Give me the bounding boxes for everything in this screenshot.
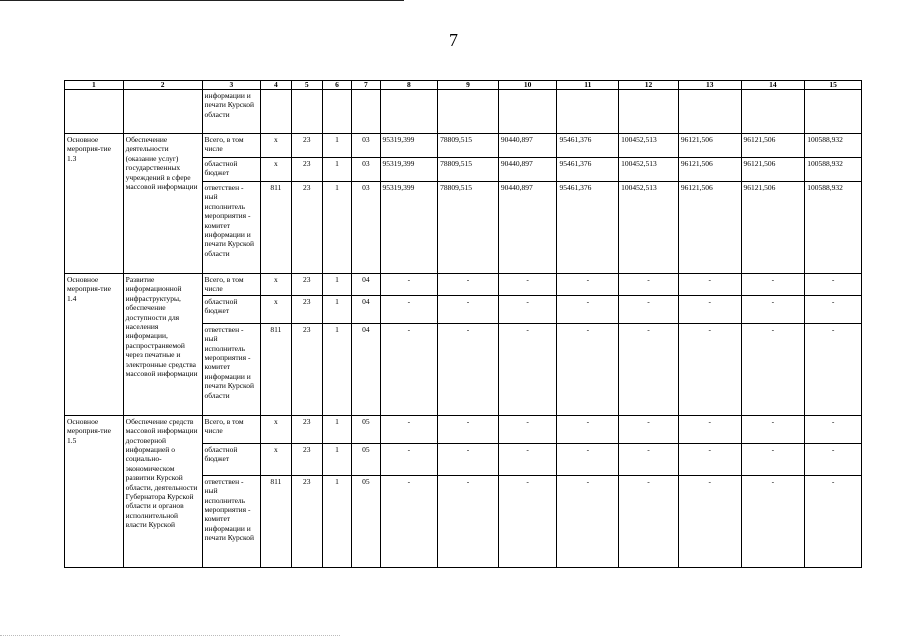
funding-source: Всего, в том числе [202,274,261,296]
event-label: Основное мероприя-тие 1.3 [65,134,124,274]
responsible-continuation: информации и печати Курской области [202,90,261,134]
amount-cell: - [557,415,619,443]
code-grbs: х [261,274,291,296]
amount-cell: - [741,443,805,475]
budget-table [64,80,862,568]
continuation-row [65,90,862,134]
amount-cell: 96121,506 [741,182,805,274]
funding-source: ответствен - ный исполнитель мероприятия - комитет информации и печати Курской области [202,323,261,415]
funding-source: областной бюджет [202,158,261,182]
code-subprogram: 1 [322,415,351,443]
funding-source: ответствен - ный исполнитель мероприятия - комитет информации и печати Курской области [202,182,261,274]
amount-cell: - [619,323,679,415]
column-header-13: 13 [678,81,741,90]
amount-cell: - [805,415,862,443]
amount-cell: 95461,376 [557,134,619,158]
code-subprogram: 1 [322,475,351,567]
amount-cell: - [805,475,862,567]
amount-cell: 100588,932 [805,158,862,182]
amount-cell: 96121,506 [678,158,741,182]
code-subprogram: 1 [322,182,351,274]
amount-cell: 96121,506 [741,158,805,182]
empty-cell [741,90,805,134]
amount-cell: - [557,295,619,323]
amount-cell: - [678,443,741,475]
code-subprogram: 1 [322,443,351,475]
amount-cell: - [619,443,679,475]
funding-source: областной бюджет [202,443,261,475]
amount-cell: - [438,323,499,415]
empty-cell [619,90,679,134]
amount-cell: - [557,475,619,567]
scan-artifact [0,635,340,636]
code-event: 04 [352,295,380,323]
code-event: 03 [352,134,380,158]
column-header-4: 4 [261,81,291,90]
empty-cell [352,90,380,134]
amount-cell: 100588,932 [805,182,862,274]
code-event: 05 [352,415,380,443]
code-grbs: 811 [261,323,291,415]
empty-cell [438,90,499,134]
amount-cell: - [805,274,862,296]
amount-cell: 96121,506 [678,182,741,274]
column-header-2: 2 [123,81,202,90]
empty-cell [291,90,322,134]
column-header-7: 7 [352,81,380,90]
amount-cell: 95319,399 [380,158,438,182]
amount-cell: - [498,415,557,443]
code-program: 23 [291,323,322,415]
empty-cell [678,90,741,134]
code-event: 03 [352,182,380,274]
amount-cell: 78809,515 [438,158,499,182]
amount-cell: - [380,443,438,475]
column-header-5: 5 [291,81,322,90]
amount-cell: - [741,274,805,296]
amount-cell: - [438,475,499,567]
empty-cell [261,90,291,134]
amount-cell: 90440,897 [498,182,557,274]
event-label: Основное мероприя-тие 1.5 [65,415,124,567]
amount-cell: - [619,295,679,323]
header-row [65,81,862,90]
amount-cell: - [438,274,499,296]
column-header-1: 1 [65,81,124,90]
amount-cell: - [678,274,741,296]
empty-cell [557,90,619,134]
table-row [65,415,862,443]
code-program: 23 [291,295,322,323]
empty-cell [322,90,351,134]
amount-cell: - [678,295,741,323]
amount-cell: - [678,415,741,443]
code-grbs: х [261,443,291,475]
column-header-11: 11 [557,81,619,90]
column-header-8: 8 [380,81,438,90]
code-grbs: х [261,158,291,182]
amount-cell: 96121,506 [678,134,741,158]
column-header-3: 3 [202,81,261,90]
amount-cell: - [557,274,619,296]
amount-cell: - [805,295,862,323]
amount-cell: - [805,443,862,475]
amount-cell: 78809,515 [438,134,499,158]
event-description: Развитие информационной инфраструктуры, обеспечение доступности для населения информации, распространяемой через печатные и электронные средства массовой информации [123,274,202,416]
amount-cell: - [619,415,679,443]
amount-cell: 100452,513 [619,182,679,274]
amount-cell: 100452,513 [619,134,679,158]
empty-cell [498,90,557,134]
code-grbs: 811 [261,475,291,567]
code-event: 05 [352,443,380,475]
amount-cell: - [380,274,438,296]
amount-cell: 95461,376 [557,182,619,274]
code-grbs: х [261,295,291,323]
amount-cell: - [741,475,805,567]
column-header-10: 10 [498,81,557,90]
amount-cell: - [619,274,679,296]
funding-source: областной бюджет [202,295,261,323]
code-grbs: 811 [261,182,291,274]
amount-cell: - [498,323,557,415]
amount-cell: 95319,399 [380,182,438,274]
column-header-12: 12 [619,81,679,90]
amount-cell: - [678,475,741,567]
empty-cell [805,90,862,134]
funding-source: Всего, в том числе [202,134,261,158]
amount-cell: - [380,323,438,415]
code-grbs: х [261,415,291,443]
amount-cell: 95461,376 [557,158,619,182]
amount-cell: - [557,443,619,475]
table-row [65,134,862,158]
code-subprogram: 1 [322,274,351,296]
amount-cell: - [380,415,438,443]
amount-cell: - [438,415,499,443]
code-event: 05 [352,475,380,567]
amount-cell: - [741,415,805,443]
amount-cell: 100452,513 [619,158,679,182]
amount-cell: 90440,897 [498,158,557,182]
code-subprogram: 1 [322,295,351,323]
amount-cell: - [438,443,499,475]
code-program: 23 [291,475,322,567]
amount-cell: 78809,515 [438,182,499,274]
amount-cell: - [741,323,805,415]
amount-cell: - [741,295,805,323]
code-subprogram: 1 [322,134,351,158]
amount-cell: - [557,323,619,415]
code-program: 23 [291,134,322,158]
amount-cell: 95319,399 [380,134,438,158]
amount-cell: - [498,295,557,323]
funding-source: ответствен - ный исполнитель мероприятия - комитет информации и печати Курской [202,475,261,567]
amount-cell: - [438,295,499,323]
amount-cell: - [380,295,438,323]
event-description: Обеспечение средств массовой информации достоверной информацией о социально-экономическом развитии Курской области, деятельности Губернатора Курской области и органов исполнительной власти Курской [123,415,202,567]
event-label: Основное мероприя-тие 1.4 [65,274,124,416]
code-program: 23 [291,443,322,475]
amount-cell: - [805,323,862,415]
amount-cell: 90440,897 [498,134,557,158]
column-header-15: 15 [805,81,862,90]
amount-cell: - [619,475,679,567]
column-header-14: 14 [741,81,805,90]
description-cell-empty [123,90,202,134]
code-subprogram: 1 [322,323,351,415]
amount-cell: - [498,443,557,475]
amount-cell: 100588,932 [805,134,862,158]
code-event: 04 [352,323,380,415]
code-subprogram: 1 [322,158,351,182]
code-program: 23 [291,415,322,443]
top-rule [0,0,404,1]
code-grbs: х [261,134,291,158]
empty-cell [380,90,438,134]
code-program: 23 [291,182,322,274]
code-event: 03 [352,158,380,182]
column-header-6: 6 [322,81,351,90]
code-program: 23 [291,274,322,296]
amount-cell: 96121,506 [741,134,805,158]
amount-cell: - [380,475,438,567]
page-number: 7 [449,30,458,50]
column-header-9: 9 [438,81,499,90]
amount-cell: - [498,274,557,296]
code-event: 04 [352,274,380,296]
event-description: Обеспечение деятельности (оказание услуг) государственных учреждений в сфере массовой информации [123,134,202,274]
event-cell-empty [65,90,124,134]
amount-cell: - [498,475,557,567]
funding-source: Всего, в том числе [202,415,261,443]
amount-cell: - [678,323,741,415]
code-program: 23 [291,158,322,182]
table-row [65,274,862,296]
